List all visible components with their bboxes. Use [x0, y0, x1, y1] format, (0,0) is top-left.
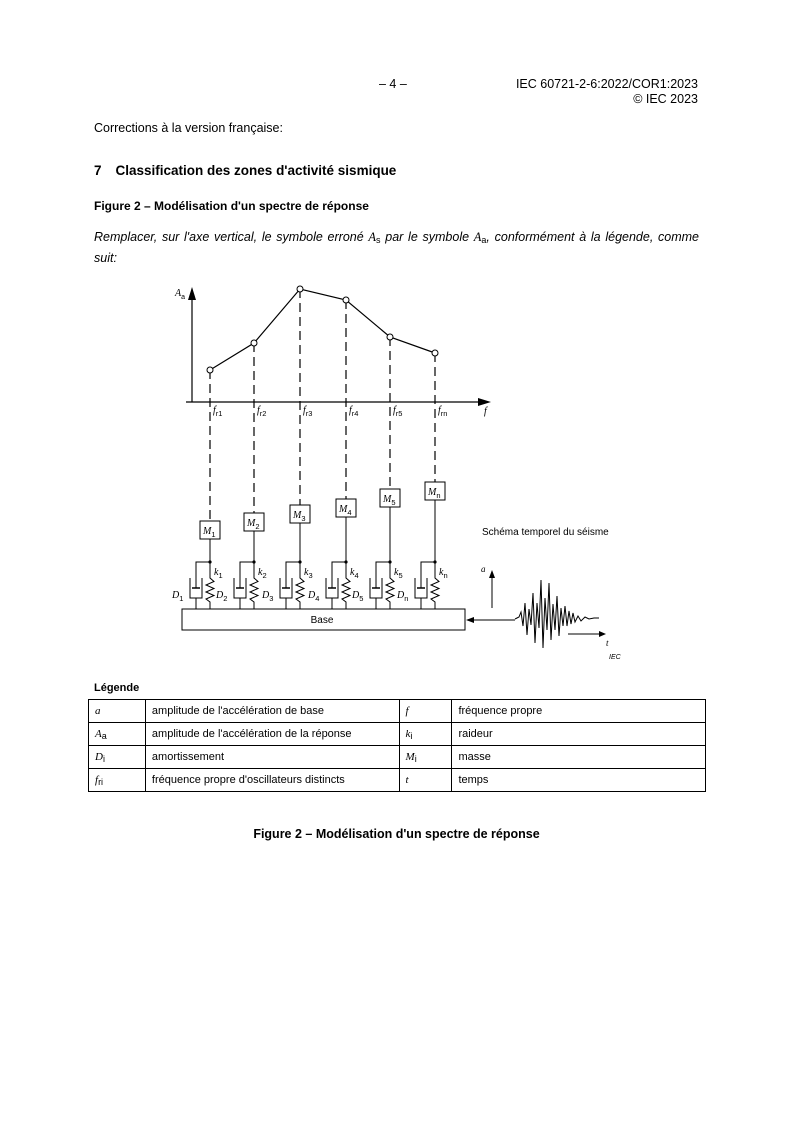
damper-label: $D_3$	[262, 590, 274, 603]
copyright: © IEC 2023	[633, 92, 698, 106]
oscillator-group	[171, 286, 448, 609]
spring-label: $k_1$	[214, 567, 223, 580]
spectrum-point	[387, 334, 393, 340]
mass-label: $M_5$	[383, 494, 396, 507]
spring	[342, 562, 350, 609]
figure-caption: Figure 2 – Modélisation d'un spectre de réponse	[253, 827, 540, 841]
damper-bracket	[196, 562, 210, 582]
damper-label: $D_n$	[397, 590, 409, 603]
y-axis-arrow	[188, 287, 196, 300]
damper-bracket	[286, 562, 300, 582]
damper-label: $D_1$	[172, 590, 184, 603]
spring	[386, 562, 394, 609]
y-axis-label: $A_a$	[175, 288, 186, 301]
freq-label: $f_{r1}$	[213, 405, 223, 418]
legend-symbol: $M_i$	[399, 746, 452, 769]
figure-heading: Figure 2 – Modélisation d'un spectre de réponse	[94, 199, 369, 213]
spring	[296, 562, 304, 609]
damper-label: $D_5$	[352, 590, 364, 603]
damper-bracket	[332, 562, 346, 582]
seismogram-title: Schéma temporel du séisme	[482, 527, 609, 538]
legend-table	[88, 699, 706, 792]
mass-label: $M_2$	[247, 518, 260, 531]
seismogram-y-arrow	[489, 570, 495, 578]
damper-bracket	[421, 562, 435, 582]
damper-bracket	[376, 562, 390, 582]
legend-description: amortissement	[145, 746, 399, 769]
input-arrow-head	[466, 617, 474, 623]
legend-row	[89, 700, 706, 723]
freq-label: $f_{r4}$	[349, 405, 359, 418]
spectrum-point	[432, 350, 438, 356]
section-title: Classification des zones d'activité sismique	[115, 163, 397, 178]
legend-symbol: a	[89, 700, 146, 723]
freq-label: $f_{r3}$	[303, 405, 313, 418]
legend-symbol: $f_{ri}$	[89, 769, 146, 792]
spring	[250, 562, 258, 609]
seismogram-trace	[515, 580, 599, 648]
spring	[206, 562, 214, 609]
legend-symbol: $k_i$	[399, 723, 452, 746]
spectrum-point	[207, 367, 213, 373]
spring-label: $k_2$	[258, 567, 267, 580]
spring-label: $k_5$	[394, 567, 403, 580]
iec-watermark: IEC	[609, 654, 621, 661]
seismogram-y-label: a	[481, 564, 486, 574]
legend-description: fréquence propre d'oscillateurs distincts	[145, 769, 399, 792]
legend-symbol: $D_i$	[89, 746, 146, 769]
intro-text: Corrections à la version française:	[94, 121, 283, 135]
legend-row	[89, 723, 706, 746]
legend-description: temps	[452, 769, 706, 792]
mass-label: $M_4$	[339, 504, 352, 517]
spectrum-line	[210, 289, 435, 370]
freq-label: $f_{r2}$	[257, 405, 267, 418]
mass-label: $M_n$	[428, 487, 441, 500]
legend-description: amplitude de l'accélération de la réponse	[145, 723, 399, 746]
freq-label: $f_{rn}$	[438, 405, 448, 418]
legend-description: amplitude de l'accélération de base	[145, 700, 399, 723]
instruction-text: Remplacer, sur l'axe vertical, le symbole erroné $A_s$ par le symbole $A_a$, conformément à la légende, comme suit:	[94, 230, 700, 265]
mass-label: $M_1$	[203, 526, 216, 539]
freq-label: $f_{r5}$	[393, 405, 403, 418]
spectrum-point	[251, 340, 257, 346]
legend-description: masse	[452, 746, 706, 769]
legend-row	[89, 769, 706, 792]
document-id: IEC 60721-2-6:2022/COR1:2023	[515, 77, 698, 91]
legend-symbol: f	[399, 700, 452, 723]
legend-title: Légende	[94, 682, 140, 694]
spectrum-point	[343, 297, 349, 303]
spring-label: $k_3$	[304, 567, 313, 580]
x-axis-arrow	[478, 398, 491, 406]
spring-label: $k_n$	[439, 567, 448, 580]
section-number: 7	[94, 163, 102, 178]
legend-description: fréquence propre	[452, 700, 706, 723]
base-label: Base	[310, 615, 334, 626]
x-axis-label: f	[484, 406, 487, 417]
legend-symbol: $A_a$	[89, 723, 146, 746]
mass-label: $M_3$	[293, 510, 306, 523]
damper-label: $D_4$	[308, 590, 320, 603]
damper-bracket	[240, 562, 254, 582]
spectrum-point	[297, 286, 303, 292]
legend-symbol: t	[399, 769, 452, 792]
seismogram-time-label: t	[606, 638, 609, 648]
legend-description: raideur	[452, 723, 706, 746]
spring	[431, 562, 439, 609]
legend-row	[89, 746, 706, 769]
page-number: – 4 –	[379, 77, 407, 91]
seismogram-time-arrow	[599, 631, 606, 637]
damper-label: $D_2$	[216, 590, 228, 603]
spring-label: $k_4$	[350, 567, 359, 580]
